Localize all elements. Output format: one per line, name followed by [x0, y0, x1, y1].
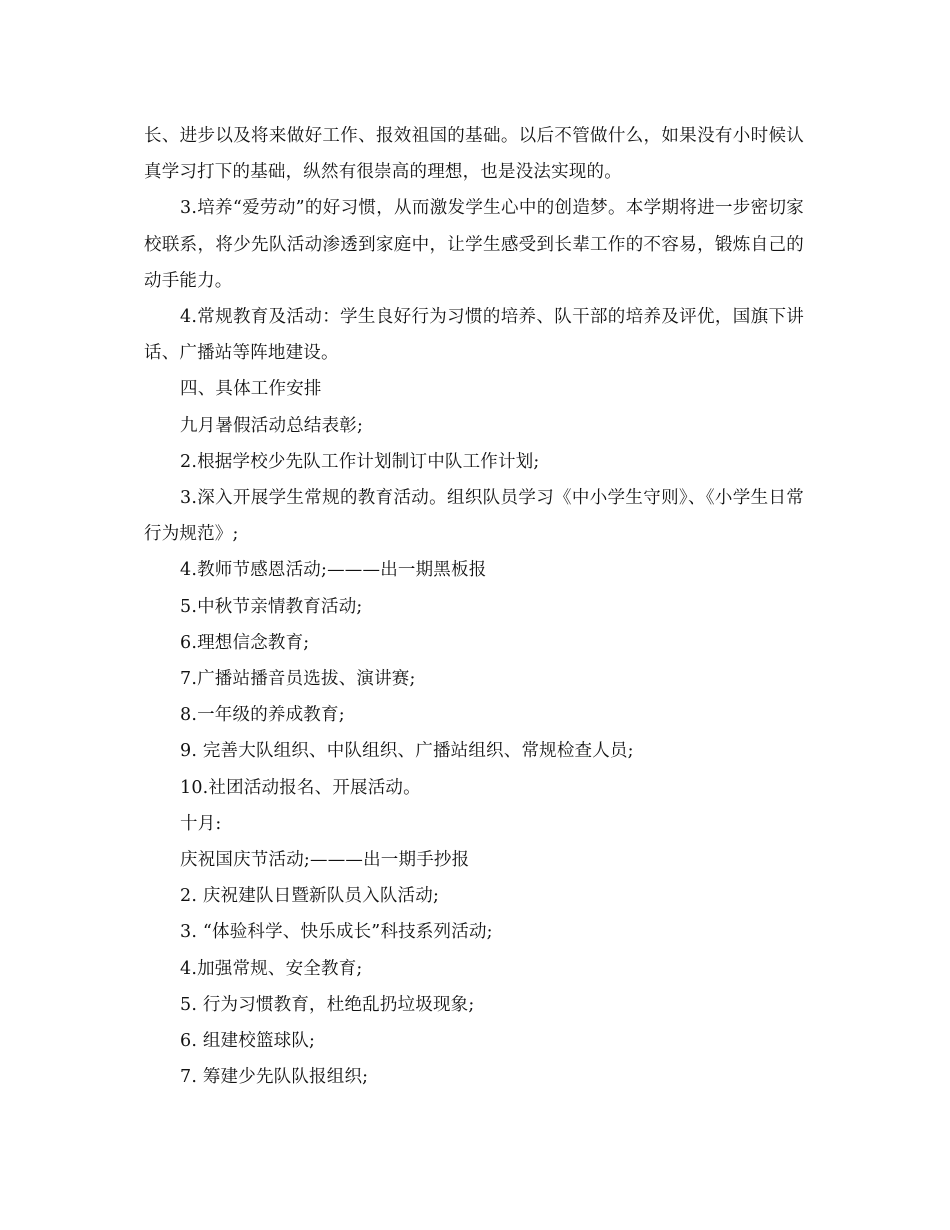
paragraph: 3.培养“爱劳动”的好习惯，从而激发学生心中的创造梦。本学期将进一步密切家校联系，将少先队活动渗透到家庭中，让学生感受到长辈工作的不容易，锻炼自己的动手能力。	[144, 198, 804, 291]
list-item: 4.加强常规、安全教育;	[180, 958, 363, 979]
list-item: 3. “体验科学、快乐成长”科技系列活动;	[180, 922, 493, 943]
month-heading: 十月:	[180, 813, 222, 834]
document-body	[144, 118, 804, 1095]
list-item: 7.广播站播音员选拔、演讲赛;	[180, 669, 416, 690]
list-item: 2. 庆祝建队日暨新队员入队活动;	[180, 886, 440, 907]
list-item: 5.中秋节亲情教育活动;	[180, 596, 363, 617]
list-item: 7. 筹建少先队队报组织;	[180, 1067, 369, 1088]
section-heading: 四、具体工作安排	[180, 379, 322, 400]
list-item: 9. 完善大队组织、中队组织、广播站组织、常规检查人员;	[180, 741, 634, 762]
paragraph: 长、进步以及将来做好工作、报效祖国的基础。以后不管做什么，如果没有小时候认真学习打下的基础，纵然有很崇高的理想，也是没法实现的。	[144, 126, 804, 183]
list-item: 2.根据学校少先队工作计划制订中队工作计划;	[180, 451, 540, 472]
list-item: 九月暑假活动总结表彰;	[180, 415, 364, 436]
list-item: 庆祝国庆节活动;———出一期手抄报	[180, 850, 470, 871]
list-item: 6.理想信念教育;	[180, 632, 310, 653]
list-item: 6. 组建校篮球队;	[180, 1031, 316, 1052]
list-item: 4.教师节感恩活动;———出一期黑板报	[180, 560, 487, 581]
paragraph: 4.常规教育及活动：学生良好行为习惯的培养、队干部的培养及评优，国旗下讲话、广播站等阵地建设。	[144, 307, 804, 364]
list-item: 5. 行为习惯教育，杜绝乱扔垃圾现象;	[180, 994, 475, 1015]
list-item: 8.一年级的养成教育;	[180, 705, 345, 726]
list-item: 10.社团活动报名、开展活动。	[180, 777, 421, 798]
list-item: 3.深入开展学生常规的教育活动。组织队员学习《中小学生守则》、《小学生日常行为规范》;	[144, 488, 804, 545]
